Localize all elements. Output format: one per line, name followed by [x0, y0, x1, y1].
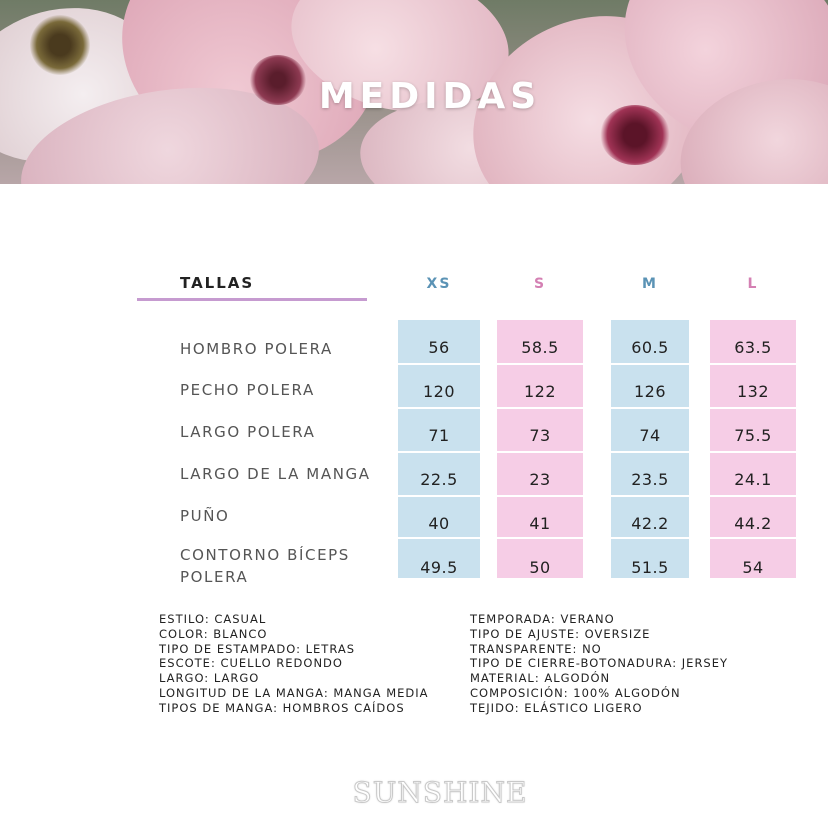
row-separator [398, 363, 480, 365]
measure-value: 54 [742, 558, 764, 577]
measure-value: 51.5 [631, 558, 669, 577]
spec-line: LARGO: LARGO [159, 671, 260, 686]
specs-right-column [470, 612, 728, 716]
row-separator [497, 451, 583, 453]
size-column-xs [398, 320, 480, 578]
row-separator [398, 495, 480, 497]
specs-left-column [159, 612, 429, 716]
row-separator [398, 407, 480, 409]
spec-line: TEJIDO: ELÁSTICO LIGERO [470, 700, 643, 715]
measure-value: 44.2 [734, 514, 772, 533]
size-column-l [710, 320, 796, 578]
measure-label: CONTORNO BÍCEPS POLERA [180, 546, 350, 586]
measure-value: 49.5 [420, 558, 458, 577]
size-header-l: L [747, 276, 759, 292]
row-separator [611, 363, 689, 365]
measure-value: 74 [639, 426, 661, 445]
measure-label: LARGO POLERA [180, 423, 316, 441]
size-header-s: S [533, 276, 547, 292]
flower-center [30, 15, 90, 75]
row-separator [710, 537, 796, 539]
brand-logo: SUNSHINE [352, 776, 528, 809]
measure-value: 23 [529, 470, 551, 489]
measure-value: 122 [523, 382, 557, 401]
size-column-m [611, 320, 689, 578]
measure-value: 42.2 [631, 514, 669, 533]
measure-value: 73 [529, 426, 551, 445]
size-column-s [497, 320, 583, 578]
row-separator [611, 537, 689, 539]
measure-value: 120 [422, 382, 456, 401]
row-separator [710, 495, 796, 497]
row-separator [611, 495, 689, 497]
measure-value: 24.1 [734, 470, 772, 489]
row-separator [497, 537, 583, 539]
measure-value: 23.5 [631, 470, 669, 489]
measure-value: 56 [428, 338, 450, 357]
row-separator [710, 451, 796, 453]
measure-label: LARGO DE LA MANGA [180, 465, 371, 483]
measure-value: 60.5 [631, 338, 669, 357]
row-separator [611, 407, 689, 409]
spec-line: ESTILO: CASUAL [159, 612, 267, 626]
spec-line: COMPOSICIÓN: 100% ALGODÓN [470, 685, 681, 700]
measure-label: PECHO POLERA [180, 381, 315, 399]
row-separator [497, 407, 583, 409]
spec-line: ESCOTE: CUELLO REDONDO [159, 656, 343, 671]
spec-line: TIPOS DE MANGA: HOMBROS CAÍDOS [159, 700, 405, 715]
measure-label: HOMBRO POLERA [180, 340, 333, 358]
measure-value: 41 [529, 514, 551, 533]
spec-line: TIPO DE ESTAMPADO: LETRAS [159, 641, 356, 656]
row-separator [710, 363, 796, 365]
header-underline [137, 298, 367, 301]
measure-value: 132 [736, 382, 770, 401]
sizes-header-label: TALLAS [180, 274, 255, 292]
measure-label: PUÑO [180, 507, 230, 525]
measure-value: 75.5 [734, 426, 772, 445]
spec-line: COLOR: BLANCO [159, 626, 268, 641]
spec-line: TEMPORADA: VERANO [470, 612, 615, 626]
page-title: MEDIDAS [318, 76, 542, 117]
row-separator [611, 451, 689, 453]
measure-value: 50 [529, 558, 551, 577]
row-separator [398, 537, 480, 539]
measure-value: 63.5 [734, 338, 772, 357]
measure-value: 58.5 [521, 338, 559, 357]
size-header-xs: XS [426, 276, 452, 292]
measure-value: 22.5 [420, 470, 458, 489]
header-banner [0, 0, 828, 184]
spec-line: TIPO DE CIERRE-BOTONADURA: JERSEY [470, 656, 729, 671]
row-separator [497, 495, 583, 497]
row-separator [398, 451, 480, 453]
spec-line: LONGITUD DE LA MANGA: MANGA MEDIA [159, 685, 429, 700]
row-separator [710, 407, 796, 409]
measure-value: 71 [428, 426, 450, 445]
spec-line: MATERIAL: ALGODÓN [470, 671, 611, 686]
spec-line: TIPO DE AJUSTE: OVERSIZE [470, 626, 651, 641]
spec-line: TRANSPARENTE: NO [470, 641, 602, 656]
size-header-m: M [642, 276, 658, 292]
measure-value: 126 [633, 382, 667, 401]
measure-value: 40 [428, 514, 450, 533]
row-separator [497, 363, 583, 365]
